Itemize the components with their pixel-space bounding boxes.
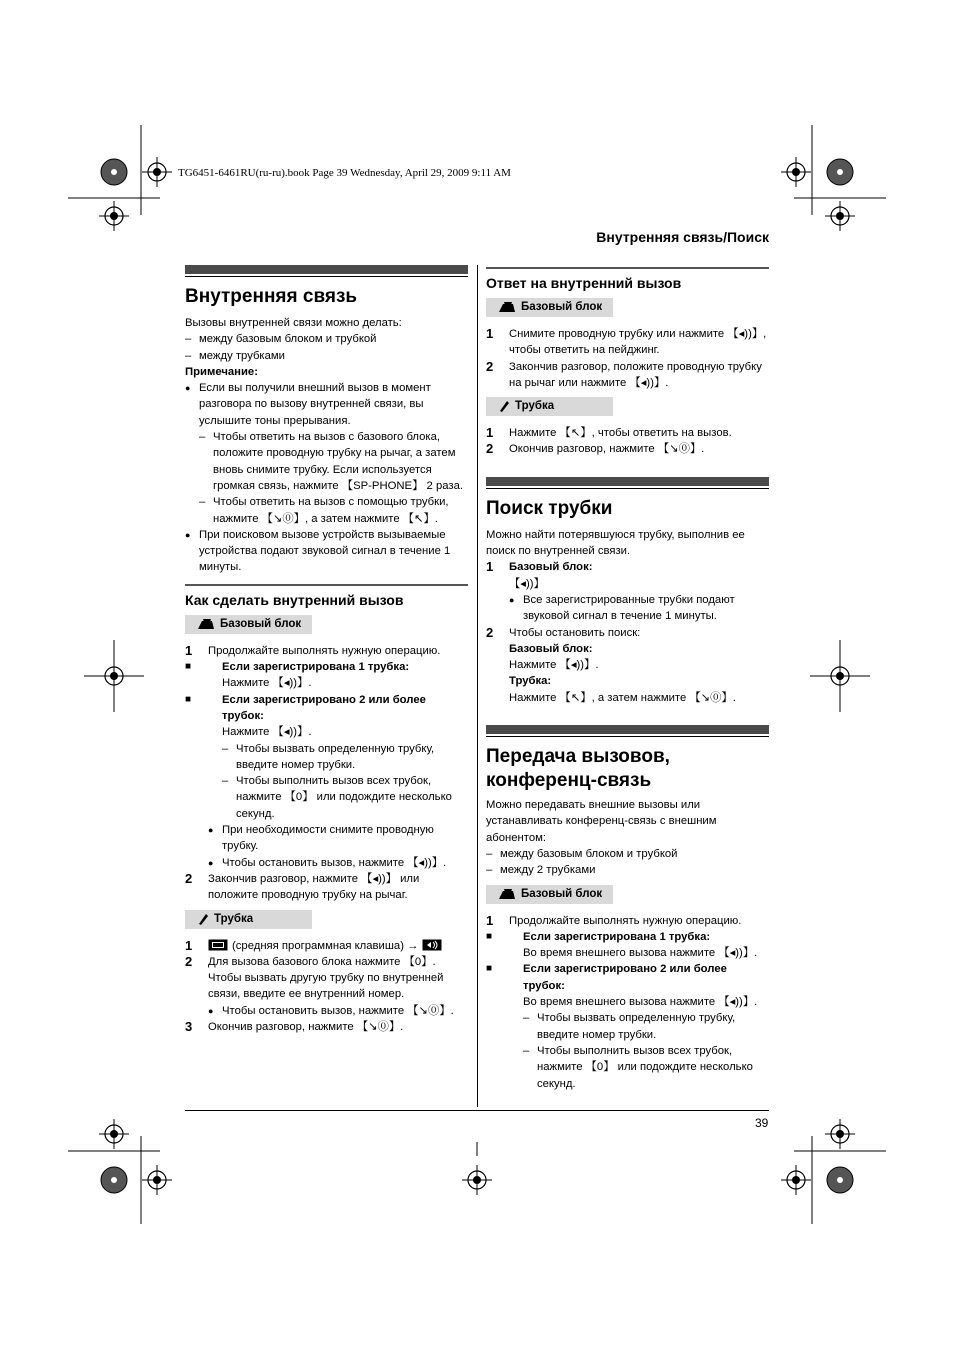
condition <box>185 692 468 725</box>
base-unit-icon <box>498 301 516 313</box>
step-number: 2 <box>486 624 494 640</box>
list-item: – между базовым блоком и трубкой <box>486 846 769 862</box>
note-bullet: ● При поисковом вызове устройств вызываемые устройства подают звуковой сигнал в течение 1 минуты. <box>185 527 468 576</box>
tag-base-unit <box>185 615 312 634</box>
condition-text: Если зарегистрировано 2 или более трубок: <box>222 693 426 722</box>
intro-text: Вызовы внутренней связи можно делать: <box>185 317 402 329</box>
column-divider <box>477 265 478 1107</box>
step-number: 2 <box>486 358 494 374</box>
step-text: Для вызова базового блока нажмите 【0】. <box>208 955 436 968</box>
section-rule <box>486 736 769 737</box>
step-label: Базовый блок: <box>509 642 593 655</box>
tag-label: Базовый блок <box>220 617 302 630</box>
instruction: Нажмите 【◂))】. <box>509 659 599 672</box>
condition <box>486 961 769 994</box>
step-text: Чтобы остановить поиск: <box>509 626 641 639</box>
step-text: Окончив разговор, нажмите 【↘⓪】. <box>509 443 705 456</box>
option-dash: – Чтобы выполнить вызов всех трубок, нажмите 【0】 или подождите несколько секунд. <box>222 773 468 822</box>
step-number: 1 <box>486 912 494 928</box>
handset-icon <box>197 913 209 925</box>
right-column <box>486 265 769 1092</box>
step <box>185 871 468 904</box>
handset-icon <box>498 400 510 412</box>
subsection-rule <box>185 584 468 586</box>
step-text: Продолжайте выполнять нужную операцию. <box>208 644 441 657</box>
note-dash: – Чтобы ответить на вызов с помощью трубки, нажмите 【↘⓪】, а затем нажмите 【↖】. <box>199 494 468 527</box>
step <box>486 359 769 392</box>
section-title-line: Передача вызовов, <box>486 746 670 768</box>
tag-base-unit <box>486 298 613 317</box>
note-bullet: ● Если вы получили внешний вызов в момент разговора по вызову внутренней связи, вы услышите тоны прерывания. <box>185 380 468 429</box>
step-number: 1 <box>486 425 494 441</box>
step-number: 1 <box>486 326 494 341</box>
section-rule <box>486 488 769 489</box>
step-label: Трубка: <box>509 675 552 688</box>
intercom-key-icon <box>422 939 442 951</box>
section-title <box>486 745 769 793</box>
tag-handset <box>486 397 613 416</box>
page-number: 39 <box>755 1116 769 1130</box>
subsection-title: Как сделать внутренний вызов <box>185 591 404 608</box>
tag-label: Базовый блок <box>521 301 603 313</box>
section-bar <box>486 477 769 486</box>
step-number: 2 <box>486 441 494 457</box>
step <box>185 643 468 659</box>
section-rule <box>185 276 468 277</box>
tag-handset <box>185 910 312 929</box>
intro-text: Можно передавать внешние вызовы или устанавливать конференц-связь с внешним абонентом: <box>486 799 717 844</box>
menu-key-icon <box>208 939 228 951</box>
file-header: TG6451-6461RU(ru-ru).book Page 39 Wednesday, April 29, 2009 9:11 AM <box>178 167 511 179</box>
note-label: Примечание: <box>185 365 258 378</box>
section-bar <box>486 725 769 734</box>
option-dash: – Чтобы выполнить вызов всех трубок, нажмите 【0】 или подождите несколько секунд. <box>523 1043 769 1092</box>
section-bar <box>185 265 468 274</box>
option-dash: – Чтобы вызвать определенную трубку, введите номер трубки. <box>523 1010 769 1043</box>
condition-text: Если зарегистрирована 1 трубка: <box>523 930 711 943</box>
step-text: Окончив разговор, нажмите 【↘⓪】. <box>208 1020 404 1033</box>
step-number: 3 <box>185 1018 193 1034</box>
instruction: Нажмите 【◂))】. <box>222 726 312 739</box>
base-unit-icon <box>197 618 215 630</box>
intro-text: Можно найти потерявшуюся трубку, выполнив ее поиск по внутренней связи. <box>486 528 745 558</box>
condition-text: Если зарегистрировано 2 или более трубок: <box>523 963 727 992</box>
running-title: Внутренняя связь/Поиск <box>596 229 769 245</box>
list-item: – между трубками <box>185 348 468 364</box>
step-number: 1 <box>185 937 193 953</box>
step-bullet: ● При необходимости снимите проводную трубку. <box>208 822 468 855</box>
step-text: Закончив разговор, нажмите 【◂))】 или положите проводную трубку на рычаг. <box>208 872 420 902</box>
step-number: 2 <box>185 870 193 886</box>
base-unit-icon <box>498 888 516 900</box>
condition <box>185 659 468 675</box>
step-text: Закончив разговор, положите проводную трубку на рычаг или нажмите 【◂))】. <box>509 360 762 389</box>
instruction: Во время внешнего вызова нажмите 【◂))】. <box>523 996 758 1009</box>
list-item: – между 2 трубками <box>486 862 769 878</box>
option-dash: – Чтобы вызвать определенную трубку, введите номер трубки. <box>222 741 468 774</box>
tag-base-unit <box>486 885 613 904</box>
instruction: Нажмите 【◂))】. <box>222 677 312 690</box>
key-label: 【◂))】 <box>509 577 545 590</box>
step-text: Чтобы вызвать другую трубку по внутренней связи, введите ее внутренний номер. <box>208 972 444 1001</box>
instruction: Нажмите 【↖】, а затем нажмите 【↘⓪】. <box>509 691 736 704</box>
condition <box>486 929 769 945</box>
tag-label: Трубка <box>515 400 555 413</box>
section-title-line: конференц-связь <box>486 770 652 792</box>
step-text: Снимите проводную трубку или нажмите 【◂))】, чтобы ответить на пейджинг. <box>509 328 767 357</box>
tag-label: Трубка <box>214 912 254 925</box>
section-title: Внутренняя связь <box>185 286 358 307</box>
step-bullet: ● Все зарегистрированные трубки подают звуковой сигнал в течение 1 минуты. <box>509 592 769 625</box>
list-item: – между базовым блоком и трубкой <box>185 331 468 347</box>
subsection-rule <box>486 267 769 269</box>
step <box>486 441 769 457</box>
step-number: 1 <box>486 559 494 575</box>
step <box>486 913 769 929</box>
step-text: Продолжайте выполнять нужную операцию. <box>509 914 742 927</box>
note-dash: – Чтобы ответить на вызов с базового блока, положите проводную трубку на рычаг, а затем вновь снимите трубку. Если используется громкая связь, нажмите 【SP-PHONE】 2 раза. <box>199 429 468 494</box>
step <box>486 559 769 575</box>
subsection-title: Ответ на внутренний вызов <box>486 275 682 291</box>
condition-text: Если зарегистрирована 1 трубка: <box>222 661 410 674</box>
left-column <box>185 265 468 1035</box>
step-label: Базовый блок: <box>509 561 593 574</box>
step <box>486 425 769 441</box>
step-number: 2 <box>185 953 193 969</box>
tag-label: Базовый блок <box>521 887 603 900</box>
step-text: Нажмите 【↖】, чтобы ответить на вызов. <box>509 427 732 440</box>
step <box>486 625 769 641</box>
section-title: Поиск трубки <box>486 497 613 519</box>
step <box>486 326 769 359</box>
step <box>185 1019 468 1035</box>
step-bullet: ● Чтобы остановить вызов, нажмите 【◂))】. <box>208 855 468 871</box>
step-bullet: ● Чтобы остановить вызов, нажмите 【↘⓪】. <box>208 1003 468 1019</box>
instruction: Во время внешнего вызова нажмите 【◂))】. <box>523 947 758 960</box>
step-text: (средняя программная клавиша) → <box>232 939 419 952</box>
step <box>185 954 468 970</box>
footer-rule <box>185 1110 769 1111</box>
step <box>185 938 468 954</box>
step-number: 1 <box>185 642 193 658</box>
